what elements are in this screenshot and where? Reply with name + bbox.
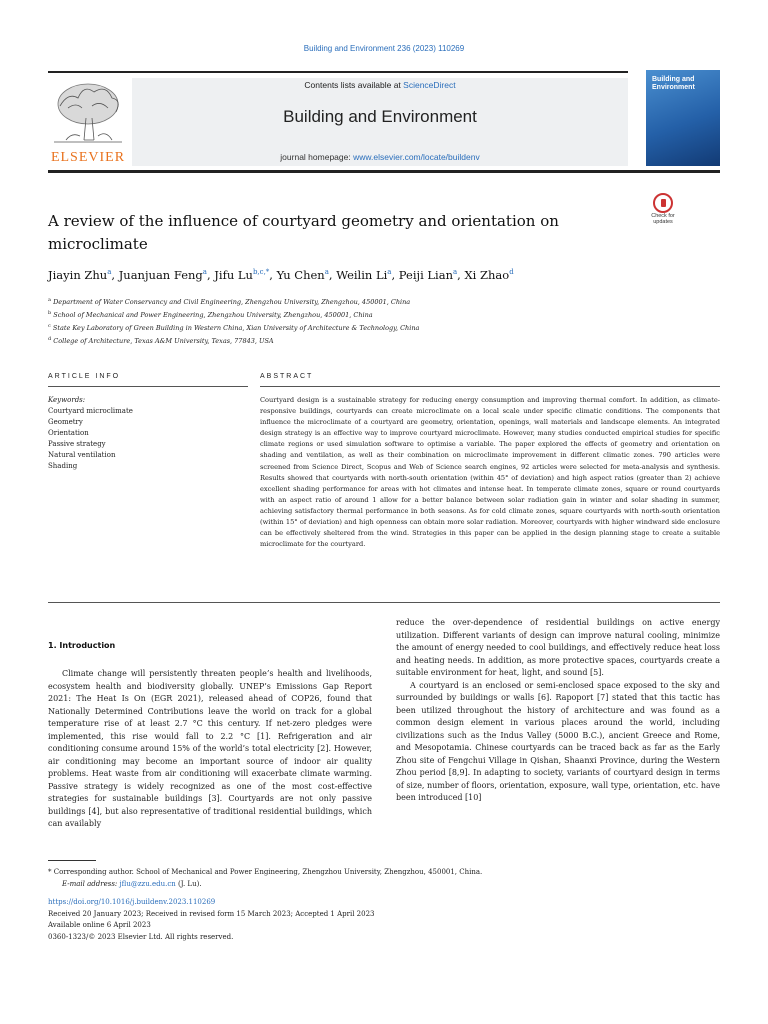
- affiliation: [48, 308, 728, 321]
- contents-available-line: [132, 80, 628, 90]
- email-link[interactable]: jflu@zzu.edu.cn: [119, 880, 176, 888]
- author-marks[interactable]: a: [107, 268, 112, 277]
- keyword: Passive strategy: [48, 440, 106, 448]
- elsevier-wordmark: ELSEVIER: [50, 150, 126, 165]
- journal-title[interactable]: Building and Environment: [283, 107, 477, 126]
- affiliation-mark: d: [48, 336, 52, 343]
- bookmark-icon: [653, 193, 673, 213]
- copyright: 0360-1323/© 2023 Elsevier Ltd. All rights reserved.: [48, 932, 234, 941]
- author-name[interactable]: Xi Zhao: [464, 268, 510, 282]
- affiliation-text: College of Architecture, Texas A&M University, Texas, 77843, USA: [53, 337, 274, 346]
- affiliation-mark: c: [48, 323, 51, 330]
- keyword: Shading: [48, 462, 78, 470]
- author-name[interactable]: Yu Chen: [276, 268, 325, 282]
- journal-homepage-line: [132, 152, 628, 162]
- keyword: Natural ventilation: [48, 451, 116, 459]
- author-marks[interactable]: a: [452, 268, 458, 277]
- email-suffix: (J. Lu).: [175, 880, 202, 888]
- article-title: A review of the influence of courtyard geometry and orientation on microclimate: [48, 212, 559, 253]
- author-name[interactable]: Weilin Li: [336, 268, 388, 282]
- affiliation-text: Department of Water Conservancy and Civil Engineering, Zhengzhou University, Zhengzhou, 450001, China: [53, 298, 411, 307]
- author-marks[interactable]: a: [387, 268, 392, 277]
- masthead-top-rule: [48, 71, 628, 73]
- body-paragraph: A courtyard is an enclosed or semi-enclosed space exposed to the sky and surrounded by buildings or walls [6]. Rapoport [7] stated that this tactic has been utilized throughout the history of architecture and was found as a common design element in various places around the world, including civilizations such as the Indus Valley (5000 B.C.), ancient Greece and Rome, and Mesopotamia. Chinese courtyards can be traced back as far as the Early Zhou site of Fengchui Village in Qishan, Shaanxi Province, during the Western Zhou period [8,9]. In adapting to society, variants of courtyard design in terms of size, number of floors, orientation, exposure, wall type, orientation, etc. have been introduced [10]: [396, 680, 720, 802]
- affiliation: [48, 334, 728, 347]
- check-for-updates-button[interactable]: [647, 193, 679, 229]
- email-label: E-mail address:: [62, 880, 120, 888]
- cover-title: Building and Environment: [652, 76, 695, 91]
- abstract-rule: [260, 386, 720, 387]
- affiliation-text: State Key Laboratory of Green Building in Western China, Xian University of Architecture & Technology, China: [52, 324, 420, 333]
- homepage-prefix: journal homepage:: [280, 152, 354, 162]
- abstract-heading: ABSTRACT: [260, 373, 314, 380]
- keyword: Geometry: [48, 418, 83, 426]
- author-name[interactable]: Jiayin Zhu: [48, 268, 108, 282]
- abstract-bottom-rule: [48, 602, 720, 603]
- author-name[interactable]: Juanjuan Feng: [118, 268, 203, 282]
- doi-link[interactable]: https://doi.org/10.1016/j.buildenv.2023.110269: [48, 898, 216, 906]
- section-heading-introduction: 1. Introduction: [48, 641, 116, 650]
- body-paragraph: Climate change will persistently threaten people’s health and livelihoods, ecosystem health and biodiversity globally. UNEP’s Emissions Gap Report 2021: The Heat Is On (EGR 2021), released ahead of COP26, found that Nationally Determined Contributions leave the world on track for a global temperature rise of at least 2.7 °C this century. If net-zero pledges were implemented, this rise would fall to 2.2 °C [1]. Refrigeration and air conditioning consume around 15% of the world’s total electricity [2]. However, air conditioning may become an important source of indoor air quality problems. Heat waste from air conditioning will exacerbate climate warming. Passive strategy is widely recognized as one of the most cost-effective strategies for sustainable buildings [3]. Courtyards are not only passive buildings [4], but also representative of traditional residential buildings, which can availably: [48, 669, 372, 828]
- body-column-left: [48, 668, 372, 831]
- article-info-heading: ARTICLE INFO: [48, 373, 121, 380]
- received-dates: Received 20 January 2023; Received in revised form 15 March 2023; Accepted 1 April 2023: [48, 909, 375, 918]
- keyword: Courtyard microclimate: [48, 407, 133, 415]
- author-list: Jiayin Zhu$^a$, Juanjuan Feng$^a$, Jifu $Lu^{b,c,*}$, Yu Chen$^a$, Weilin Li$^a$, Peiji Lian$^a$, Xi Zhao$^d$: [48, 268, 514, 282]
- abstract-text: Courtyard design is a sustainable strategy for reducing energy consumption and improving thermal comfort. In addition, as climate-responsive buildings, courtyards can create microclimate on a local scale under specific climatic conditions. The components that influence the microclimate of a courtyard are geometry, orientation, openings, wall materials and landscape elements. An integrated design strategy is an effective way to improve courtyard microclimate. However, many studies conducted empirical studies for specific climate regions or used simulation software to optimise a variable. The paper explored the effects of geometry and orientation on shading and ventilation, as well as their combination on microclimate improvement in different climatic zones. 790 articles were screened from Science Direct, Scopus and Web of Science search engines, 92 articles were selected for meta-analysis and synthesis. Results showed that courtyards with north-south orientation (within 45° of deviation) and high aspect ratios (greater than 2) achieve excellent shading performance for areas with hot climates and intense heat. In temperate climate zones, square or round courtyards with an aspect ratio of around 1 allow for a better balance between solar radiation gain in winter and solar shading in summer, achieving satisfactory thermal performance in both seasons. As for cold climate zones, square courtyards with north-south orientation (within 15° of deviation) and high openness can obtain more solar radiation. Moreover, courtyards with higher windward side enclosure can be effectively sheltered from the wind. Strategies in this paper can be applied in the design planning stage to create a suitable microclimate for the courtyard.: [260, 396, 720, 549]
- article-info-rule: [48, 386, 248, 387]
- affiliation-text: School of Mechanical and Power Engineering, Zhengzhou University, Zhengzhou, 450001, China: [53, 311, 373, 320]
- author-name[interactable]: Jifu Lu: [214, 268, 253, 282]
- keyword: Orientation: [48, 429, 89, 437]
- affiliation: [48, 321, 728, 334]
- tree-icon: [48, 78, 128, 148]
- body-paragraph: reduce the over-dependence of residential buildings on active energy utilization. Different variants of design can improve natural cooling, minimize the amount of energy needed to cool buildings, and effectively reduce heat loss and heating needs. In addition, as more protective spaces, courtyards create a suitable environment for heat, light, and sound [5].: [396, 618, 720, 677]
- author-marks[interactable]: a: [324, 268, 329, 277]
- email-line: [48, 878, 728, 890]
- affiliation: [48, 295, 728, 308]
- footnote: [48, 866, 728, 890]
- keyword-list: [48, 406, 228, 472]
- author-marks[interactable]: b,c,*: [252, 268, 270, 277]
- elsevier-logo[interactable]: [48, 78, 128, 166]
- contents-prefix: Contents lists available at: [304, 80, 404, 90]
- available-online: Available online 6 April 2023: [48, 921, 151, 929]
- affiliation-mark: a: [48, 297, 51, 303]
- sciencedirect-link[interactable]: ScienceDirect: [403, 80, 456, 90]
- footnote-rule: [48, 860, 96, 861]
- author-marks[interactable]: a: [202, 268, 207, 277]
- article-meta: [48, 897, 728, 943]
- journal-homepage-link[interactable]: www.elsevier.com/locate/buildenv: [353, 152, 480, 162]
- affiliation-list: [48, 295, 728, 348]
- keywords-label: Keywords:: [48, 396, 86, 404]
- author-name[interactable]: Peiji Lian: [398, 268, 453, 282]
- journal-citation[interactable]: Building and Environment 236 (2023) 110269: [303, 44, 465, 53]
- affiliation-mark: b: [48, 310, 52, 317]
- body-column-right: [396, 617, 720, 805]
- journal-cover-thumbnail[interactable]: [646, 70, 720, 166]
- masthead-bottom-rule: [48, 170, 720, 173]
- corresponding-author-note: * Corresponding author. School of Mechanical and Power Engineering, Zhengzhou University, Zhengzhou, 450001, China.: [48, 868, 483, 876]
- author-marks[interactable]: d: [509, 268, 514, 277]
- check-updates-label: Check for updates: [651, 213, 675, 225]
